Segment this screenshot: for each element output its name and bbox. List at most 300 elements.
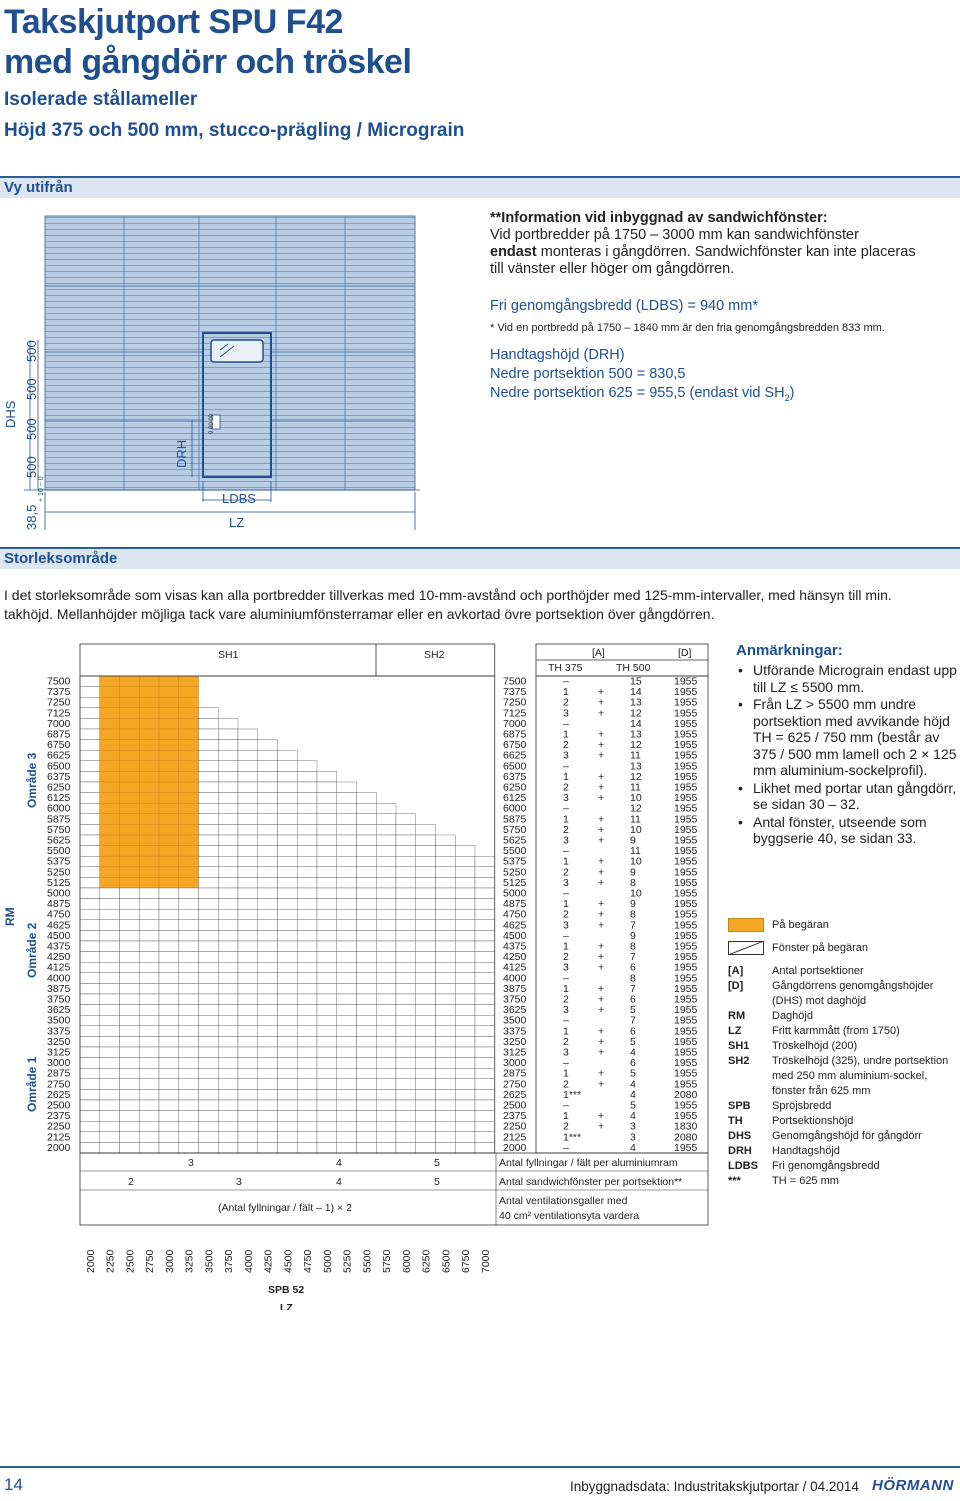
grid-cell <box>199 718 219 729</box>
on-request-cell <box>179 867 199 878</box>
grid-cell <box>416 835 436 846</box>
grid-cell <box>258 771 278 782</box>
door-drawing <box>0 200 480 540</box>
grid-cell <box>337 909 357 920</box>
grid-cell <box>159 962 179 973</box>
grid-cell <box>416 1005 436 1016</box>
grid-cell <box>199 867 219 878</box>
grid-cell <box>396 824 416 835</box>
grid-cell <box>455 909 475 920</box>
a500-value: 14 <box>630 686 642 699</box>
on-request-cell <box>120 803 140 814</box>
rm-value: 2000 <box>47 1141 71 1154</box>
on-request-cell <box>159 718 179 729</box>
brand-logo: HÖRMANN <box>872 1477 954 1494</box>
a500-value: 9 <box>630 898 636 911</box>
grid-cell <box>199 920 219 931</box>
grid-cell <box>455 1068 475 1079</box>
rm-value-right: 2500 <box>503 1099 527 1112</box>
a500-value: 8 <box>630 908 636 921</box>
plus-sign: + <box>598 908 605 921</box>
grid-cell <box>357 824 377 835</box>
rm-value-right: 4625 <box>503 919 527 932</box>
rm-value-right: 5875 <box>503 813 527 826</box>
grid-cell <box>179 1058 199 1069</box>
grid-cell <box>475 1132 495 1143</box>
grid-cell <box>80 1100 100 1111</box>
grid-cell <box>297 814 317 825</box>
grid-cell <box>139 1058 159 1069</box>
rm-value-right: 6250 <box>503 781 527 794</box>
grid-cell <box>436 856 456 867</box>
rm-axis-label: RM <box>3 907 17 926</box>
grid-cell <box>357 1142 377 1153</box>
grid-cell <box>179 962 199 973</box>
grid-cell <box>436 1015 456 1026</box>
grid-cell <box>218 1026 238 1037</box>
legend-entry <box>728 1174 960 1189</box>
grid-cell <box>436 909 456 920</box>
on-request-cell <box>100 877 120 888</box>
grid-cell <box>139 1121 159 1132</box>
grid-cell <box>416 994 436 1005</box>
grid-cell <box>258 877 278 888</box>
grid-cell <box>218 814 238 825</box>
grid-cell <box>199 750 219 761</box>
on-request-cell <box>159 877 179 888</box>
vent-label: 40 cm² ventilationsyta vardera <box>499 1210 640 1222</box>
grid-cell <box>199 994 219 1005</box>
grid-cell <box>396 1047 416 1058</box>
grid-cell <box>238 814 258 825</box>
grid-cell <box>258 1089 278 1100</box>
lz-tick: 5500 <box>361 1249 374 1273</box>
grid-cell <box>238 1047 258 1058</box>
grid-cell <box>218 1058 238 1069</box>
grid-cell <box>396 994 416 1005</box>
grid-cell <box>218 877 238 888</box>
legend-entry <box>728 964 960 979</box>
on-request-cell <box>100 740 120 751</box>
grid-cell <box>357 1100 377 1111</box>
sill-dim: 38,5 <box>24 504 39 530</box>
grid-cell <box>396 1111 416 1122</box>
grid-cell <box>357 1121 377 1132</box>
a500-value: 12 <box>630 707 642 720</box>
grid-cell <box>179 1047 199 1058</box>
grid-cell <box>455 1047 475 1058</box>
legend-value: Spröjsbredd <box>772 1100 832 1112</box>
grid-cell <box>139 888 159 899</box>
on-request-cell <box>179 761 199 772</box>
d-value: 1955 <box>674 802 698 815</box>
grid-cell <box>218 1005 238 1016</box>
grid-cell <box>317 920 337 931</box>
lz-tick: 4500 <box>282 1249 295 1273</box>
on-request-cell <box>120 793 140 804</box>
grid-cell <box>357 888 377 899</box>
plus-sign: + <box>598 855 605 868</box>
grid-cell <box>100 952 120 963</box>
grid-cell <box>337 1121 357 1132</box>
grid-cell <box>258 846 278 857</box>
grid-cell <box>297 1111 317 1122</box>
grid-cell <box>100 1111 120 1122</box>
grid-cell <box>179 1121 199 1132</box>
grid-cell <box>416 1079 436 1090</box>
lz-tick: 6000 <box>400 1249 413 1273</box>
rm-value-right: 7250 <box>503 696 527 709</box>
grid-cell <box>278 867 298 878</box>
a375-value: – <box>563 1014 569 1027</box>
grid-cell <box>80 1132 100 1143</box>
on-request-cell <box>139 687 159 698</box>
d-value: 1955 <box>674 728 698 741</box>
grid-cell <box>238 1142 258 1153</box>
grid-cell <box>416 1047 436 1058</box>
plus-sign: + <box>598 866 605 879</box>
lz-tick: 3750 <box>223 1249 236 1273</box>
a375-value: 2 <box>563 1120 569 1133</box>
d-value: 1955 <box>674 770 698 783</box>
grid-cell <box>278 793 298 804</box>
grid-cell <box>317 846 337 857</box>
grid-cell <box>297 771 317 782</box>
grid-cell <box>278 1068 298 1079</box>
plus-sign: + <box>598 898 605 911</box>
d-value: 1955 <box>674 993 698 1006</box>
legend-value: Tröskelhöjd (200) <box>772 1040 858 1052</box>
window-count: 3 <box>236 1176 242 1188</box>
on-request-cell <box>179 750 199 761</box>
a375-value: 3 <box>563 749 569 762</box>
grid-cell <box>80 888 100 899</box>
grid-cell <box>199 1079 219 1090</box>
grid-cell <box>337 1079 357 1090</box>
grid-cell <box>376 1111 396 1122</box>
grid-cell <box>337 1100 357 1111</box>
on-request-cell <box>120 761 140 772</box>
grid-cell <box>396 962 416 973</box>
on-request-cell <box>139 740 159 751</box>
col-a-label: [A] <box>592 647 605 659</box>
grid-cell <box>159 1100 179 1111</box>
rm-value: 2250 <box>47 1120 71 1133</box>
d-value: 1955 <box>674 1067 698 1080</box>
grid-cell <box>238 1132 258 1143</box>
grid-cell <box>199 782 219 793</box>
grid-cell <box>357 1015 377 1026</box>
grid-cell <box>179 1089 199 1100</box>
on-request-cell <box>139 846 159 857</box>
plus-sign: + <box>598 823 605 836</box>
vent-formula: (Antal fyllningar / fält – 1) × 2 <box>218 1202 352 1214</box>
d-value: 1955 <box>674 834 698 847</box>
legend-value: Fri genomgångsbredd <box>772 1160 880 1172</box>
grid-cell <box>80 1015 100 1026</box>
grid-cell <box>317 835 337 846</box>
legend-entry <box>728 1099 960 1114</box>
grid-cell <box>179 983 199 994</box>
grid-cell <box>179 952 199 963</box>
grid-cell <box>297 983 317 994</box>
grid-cell <box>218 867 238 878</box>
page-title: Takskjutport SPU F42 med gångdörr och tröskel <box>4 3 412 81</box>
on-request-cell <box>139 697 159 708</box>
grid-cell <box>337 793 357 804</box>
grid-cell <box>100 1058 120 1069</box>
a375-value: – <box>563 929 569 942</box>
on-request-cell <box>159 676 179 687</box>
grid-cell <box>436 930 456 941</box>
on-request-cell <box>159 687 179 698</box>
a500-value: 6 <box>630 961 636 974</box>
plus-sign: + <box>598 1004 605 1017</box>
plus-sign: + <box>598 686 605 699</box>
on-request-cell <box>100 750 120 761</box>
grid-cell <box>120 930 140 941</box>
grid-cell <box>337 983 357 994</box>
grid-cell <box>218 888 238 899</box>
grid-cell <box>337 824 357 835</box>
grid-cell <box>317 909 337 920</box>
grid-cell <box>475 983 495 994</box>
a375-value: 1 <box>563 813 569 826</box>
grid-cell <box>218 856 238 867</box>
legend-entry <box>728 1009 960 1024</box>
grid-cell <box>337 952 357 963</box>
grid-cell <box>258 1121 278 1132</box>
a500-value: 4 <box>630 1141 636 1154</box>
grid-cell <box>297 920 317 931</box>
grid-cell <box>337 962 357 973</box>
d-value: 1955 <box>674 707 698 720</box>
grid-cell <box>455 930 475 941</box>
grid-cell <box>100 1100 120 1111</box>
grid-cell <box>258 983 278 994</box>
grid-cell <box>297 856 317 867</box>
rm-value: 6375 <box>47 770 71 783</box>
lz-label: LZ <box>229 515 245 530</box>
grid-cell <box>238 1100 258 1111</box>
a375-value: – <box>563 802 569 815</box>
grid-cell <box>199 1015 219 1026</box>
grid-cell <box>357 973 377 984</box>
grid-cell <box>218 899 238 910</box>
plus-sign: + <box>598 993 605 1006</box>
grid-cell <box>238 771 258 782</box>
grid-cell <box>120 1047 140 1058</box>
grid-cell <box>357 930 377 941</box>
footer-text: Inbyggnadsdata: Industritakskjutportar / 04.2014 <box>570 1479 859 1494</box>
grid-cell <box>297 962 317 973</box>
a500-value: 11 <box>630 813 641 826</box>
plus-sign: + <box>598 982 605 995</box>
grid-cell <box>436 1036 456 1047</box>
d-value: 1955 <box>674 1025 698 1038</box>
on-request-cell <box>100 814 120 825</box>
fill-count: 3 <box>188 1157 194 1169</box>
grid-cell <box>337 803 357 814</box>
grid-cell <box>139 1047 159 1058</box>
rm-value: 4750 <box>47 908 71 921</box>
grid-cell <box>100 962 120 973</box>
grid-cell <box>337 782 357 793</box>
a375-value: 3 <box>563 919 569 932</box>
legend-key: DHS <box>728 1130 752 1142</box>
a500-value: 8 <box>630 940 636 953</box>
grid-cell <box>396 1068 416 1079</box>
rm-value-right: 3875 <box>503 982 527 995</box>
rm-value: 3000 <box>47 1057 71 1070</box>
grid-cell <box>80 687 100 698</box>
grid-cell <box>159 1121 179 1132</box>
a375-value: – <box>563 675 569 688</box>
grid-cell <box>80 729 100 740</box>
grid-cell <box>218 1089 238 1100</box>
grid-cell <box>258 930 278 941</box>
d-value: 1955 <box>674 940 698 953</box>
grid-cell <box>238 1111 258 1122</box>
plus-sign: + <box>598 1035 605 1048</box>
grid-cell <box>120 909 140 920</box>
grid-cell <box>238 920 258 931</box>
on-request-cell <box>179 740 199 751</box>
grid-cell <box>159 952 179 963</box>
a375-value: 2 <box>563 908 569 921</box>
legend-value: TH = 625 mm <box>772 1175 839 1187</box>
grid-cell <box>100 899 120 910</box>
grid-cell <box>436 846 456 857</box>
grid-cell <box>416 930 436 941</box>
grid-cell <box>179 930 199 941</box>
grid-cell <box>218 983 238 994</box>
grid-cell <box>80 994 100 1005</box>
grid-cell <box>416 1015 436 1026</box>
grid-cell <box>258 941 278 952</box>
grid-cell <box>455 983 475 994</box>
a375-value: – <box>563 1141 569 1154</box>
grid-cell <box>218 973 238 984</box>
grid-cell <box>80 697 100 708</box>
a375-value: – <box>563 972 569 985</box>
on-request-cell <box>100 708 120 719</box>
grid-cell <box>218 1132 238 1143</box>
grid-cell <box>80 899 100 910</box>
d-value: 1955 <box>674 845 698 858</box>
section-dim-3: 500 <box>24 418 39 440</box>
grid-cell <box>218 1100 238 1111</box>
grid-cell <box>159 888 179 899</box>
grid-cell <box>139 973 159 984</box>
grid-cell <box>436 1121 456 1132</box>
on-request-cell <box>159 793 179 804</box>
fill-count: 4 <box>336 1157 342 1169</box>
grid-cell <box>297 1068 317 1079</box>
section-header-size-range: Storleksområde <box>0 547 960 569</box>
grid-cell <box>297 1121 317 1132</box>
grid-cell <box>179 994 199 1005</box>
grid-cell <box>297 888 317 899</box>
grid-cell <box>396 1036 416 1047</box>
grid-cell <box>199 1005 219 1016</box>
plus-sign: + <box>598 781 605 794</box>
plus-sign: + <box>598 696 605 709</box>
grid-cell <box>179 1015 199 1026</box>
grid-cell <box>357 835 377 846</box>
rm-value-right: 7000 <box>503 717 527 730</box>
grid-cell <box>436 1068 456 1079</box>
lz-tick: 5750 <box>381 1249 394 1273</box>
grid-cell <box>317 814 337 825</box>
grid-cell <box>416 909 436 920</box>
grid-cell <box>297 824 317 835</box>
grid-cell <box>100 1036 120 1047</box>
rm-value: 5750 <box>47 823 71 836</box>
on-request-cell <box>179 718 199 729</box>
grid-cell <box>337 899 357 910</box>
grid-cell <box>218 803 238 814</box>
grid-cell <box>199 771 219 782</box>
d-value: 1955 <box>674 781 698 794</box>
grid-cell <box>258 856 278 867</box>
grid-cell <box>179 1005 199 1016</box>
on-request-cell <box>139 676 159 687</box>
on-request-cell <box>139 750 159 761</box>
grid-cell <box>159 1089 179 1100</box>
grid-cell <box>80 1079 100 1090</box>
grid-cell <box>475 1079 495 1090</box>
rm-value: 2750 <box>47 1078 71 1091</box>
grid-cell <box>120 952 140 963</box>
on-request-cell <box>120 729 140 740</box>
grid-cell <box>218 1121 238 1132</box>
a375-value: 3 <box>563 876 569 889</box>
grid-cell <box>436 920 456 931</box>
grid-cell <box>218 750 238 761</box>
grid-cell <box>80 1047 100 1058</box>
grid-cell <box>337 814 357 825</box>
grid-cell <box>317 1121 337 1132</box>
lz-axis-label: LZ <box>280 1302 293 1310</box>
grid-cell <box>337 1058 357 1069</box>
grid-cell <box>258 1026 278 1037</box>
grid-cell <box>475 888 495 899</box>
grid-cell <box>258 782 278 793</box>
grid-cell <box>297 877 317 888</box>
grid-cell <box>139 1132 159 1143</box>
lz-tick: 2750 <box>144 1249 157 1273</box>
grid-cell <box>416 824 436 835</box>
grid-cell <box>317 1079 337 1090</box>
grid-cell <box>416 952 436 963</box>
grid-cell <box>475 1047 495 1058</box>
grid-cell <box>199 1132 219 1143</box>
grid-cell <box>258 973 278 984</box>
grid-cell <box>258 793 278 804</box>
on-request-cell <box>139 793 159 804</box>
grid-cell <box>297 1142 317 1153</box>
grid-cell <box>317 867 337 878</box>
grid-cell <box>238 1089 258 1100</box>
grid-cell <box>218 718 238 729</box>
grid-cell <box>278 1089 298 1100</box>
grid-cell <box>80 708 100 719</box>
grid-cell <box>357 1026 377 1037</box>
plus-sign: + <box>598 919 605 932</box>
grid-cell <box>199 1058 219 1069</box>
a375-value: – <box>563 887 569 900</box>
